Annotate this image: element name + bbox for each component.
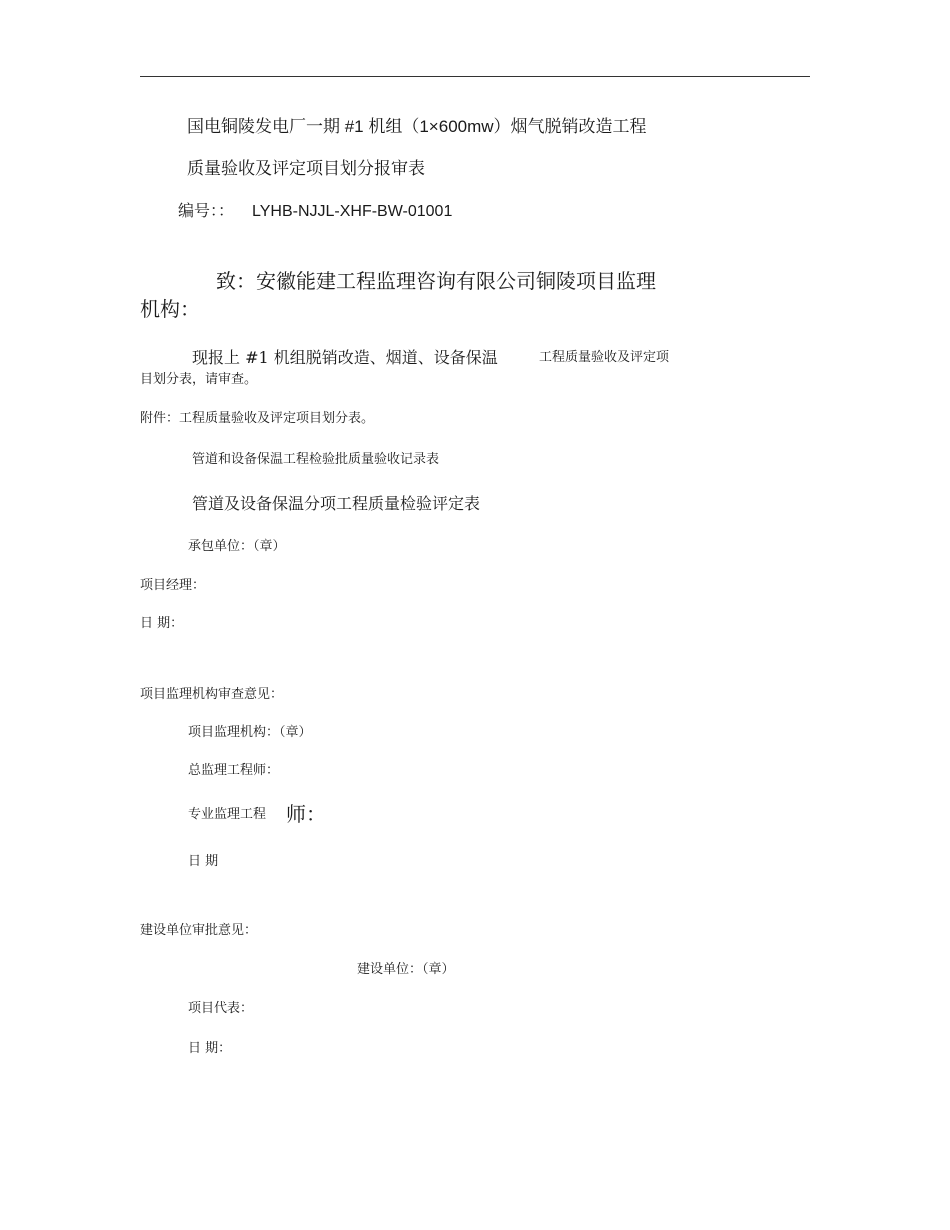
contractor-date: 日 期：: [140, 616, 184, 631]
addressee-line2: 机构：: [140, 299, 200, 321]
supervision-opinion: 项目监理机构审查意见：: [140, 687, 284, 702]
attachment-label: 附件：工程质量验收及评定项目划分表。: [140, 411, 375, 426]
document-title-line2: 质量验收及评定项目划分报审表: [187, 159, 425, 178]
report-text-part1: 现报上 #1 机组脱销改造、烟道、设备保温: [192, 348, 498, 367]
project-manager: 项目经理：: [140, 578, 206, 593]
report-text-part2: 工程质量验收及评定项: [539, 350, 670, 365]
contractor-unit: 承包单位：（章）: [188, 539, 286, 554]
addressee-line1: 致：安徽能建工程监理咨询有限公司铜陵项目监理: [216, 271, 656, 293]
supervision-date: 日 期: [188, 854, 219, 869]
attachment-item-1: 管道和设备保温工程检验批质量验收记录表: [192, 452, 440, 467]
specialist-supervisor-part2: 师：: [286, 802, 326, 826]
header-rule: [140, 76, 810, 77]
owner-representative: 项目代表：: [188, 1001, 254, 1016]
owner-date: 日 期：: [188, 1041, 232, 1056]
specialist-supervisor-part1: 专业监理工程: [188, 807, 267, 822]
chief-supervisor: 总监理工程师：: [188, 763, 280, 778]
owner-opinion: 建设单位审批意见：: [140, 923, 258, 938]
document-number-label: 编号：：: [178, 203, 235, 220]
report-text-line2: 目划分表，请审查。: [140, 372, 258, 387]
supervision-unit: 项目监理机构：（章）: [188, 725, 312, 740]
document-number-value: LYHB-NJJL-XHF-BW-01001: [252, 203, 453, 220]
attachment-item-2: 管道及设备保温分项工程质量检验评定表: [192, 494, 481, 513]
document-title-line1: 国电铜陵发电厂一期 #1 机组（1×600mw）烟气脱销改造工程: [187, 117, 647, 136]
owner-unit: 建设单位：（章）: [357, 962, 455, 977]
